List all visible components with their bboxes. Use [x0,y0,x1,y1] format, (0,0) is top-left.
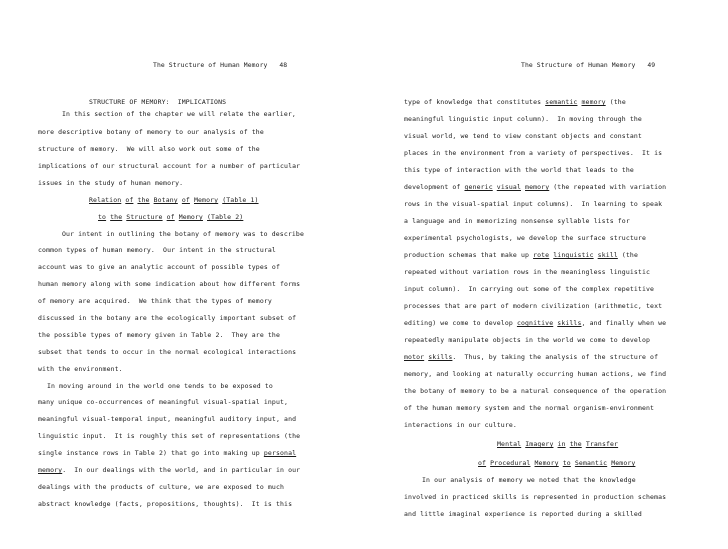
left-text-line [38,365,123,374]
text-run: account was to give an analytic account of possible types of [38,263,280,271]
underlined-text: to [562,459,571,467]
running-head-left: The Structure of Human Memory 48 [153,61,288,69]
text-run: the botany of memory to be a natural consequence of the operation [404,387,667,395]
underlined-text: Imagery [525,440,554,448]
right-text-line [404,98,626,107]
right-text-line [404,353,658,362]
right-text-line [404,217,630,226]
text-run: structure of memory. We will also work out some of the [38,145,260,153]
left-text-line [38,500,292,509]
left-text-line [38,314,296,323]
text-run: and little imaginal experience is reported during a skilled [404,510,642,518]
text-run: . In our dealings with the world, and in particular in our [62,466,301,474]
text-run: Our intent in outlining the botany of memory was to describe [62,230,304,238]
right-text-line [404,149,662,158]
underlined-text: to [98,213,107,221]
underlined-text: of [181,196,190,204]
left-text-line [47,382,273,391]
underlined-text: memory [581,98,606,106]
underlined-text: Procedural [490,459,531,467]
text-run: input column). In carrying out some of the complex repetitive [404,285,655,293]
text-run: meaningful linguistic input column). In moving through the [404,115,642,123]
underlined-text: Memory [611,459,636,467]
text-run: production schemas that make up [404,251,534,259]
right-text-line [404,370,666,379]
underlined-text: the [110,213,123,221]
underlined-text: the [569,440,582,448]
text-run: interactions in our culture. [404,421,517,429]
underlined-text: visual [496,183,521,191]
text-run: abstract knowledge (facts, propositions, thoughts). It is this [38,500,293,508]
right-page-text [364,0,728,549]
underlined-text: skills [428,353,453,361]
text-run: type of knowledge that constitutes [404,98,546,106]
text-run: In our analysis of memory we noted that the knowledge [422,476,636,484]
right-text-line [404,387,666,396]
right-text-line [404,268,650,277]
underlined-text: cognitive [516,319,554,327]
left-text-line [38,398,288,407]
left-text-line [38,466,300,475]
left-text-line [38,331,280,340]
text-run: with the environment. [38,365,123,373]
text-run: human memory along with some indication about how different forms [38,280,301,288]
text-run: discussed in the botany are the ecologically important subset of [38,314,297,322]
left-text-line [38,297,272,306]
text-run: editing) we come to develop [404,319,517,327]
left-text-line [38,415,296,424]
underlined-text: Relation [89,196,122,204]
text-run: development of [404,183,465,191]
underlined-text: rote [533,251,550,259]
underlined-text: Transfer [585,440,619,448]
underlined-text: (Table 2) [207,213,244,221]
left-text-line [38,483,284,492]
underlined-text: linguistic [553,251,594,259]
underlined-text: Memory [534,459,559,467]
text-run: repeatedly manipulate objects in the world we come to develop [404,336,651,344]
right-text-line [404,302,662,311]
text-run: of memory are acquired. We think that the types of memory [38,297,272,305]
text-run: , and finally when we [581,319,667,327]
underlined-text: Memory [178,213,203,221]
text-run: visual world, we tend to view constant objects and constant [404,132,642,140]
left-text-line [62,230,304,239]
underlined-text: in [557,440,566,448]
text-run: subset that tends to occur in the normal ecological interactions [38,348,297,356]
right-text-line [404,132,642,141]
underlined-text: Structure [126,213,163,221]
text-run: implications of our structural account for a number of particular [38,162,301,170]
underlined-text: skill [597,251,618,259]
text-run: experimental psychologists, we develop the surface structure [404,234,646,242]
underlined-text: motor [404,353,425,361]
underlined-text: memory [38,466,63,474]
underlined-text: Botany [153,196,178,204]
text-run: processes that are part of modern civilization (arithmetic, text [404,302,663,310]
right-text-line [404,183,666,192]
underlined-text: Semantic [574,459,608,467]
running-head-right: The Structure of Human Memory 49 [521,61,656,69]
right-text-line [404,285,654,294]
text-run: rows in the visual-spatial input columns). In learning to speak [404,200,663,208]
text-run: of the human memory system and the normal organism-environment [404,404,655,412]
text-run: this type of interaction with the world that leads to the [404,166,634,174]
underlined-text: of [166,213,175,221]
text-run: common types of human memory. Our intent in the structural [38,246,276,254]
right-text-line [422,476,636,485]
right-text-line [404,336,650,345]
right-text-line [404,421,517,430]
underlined-text: Memory [193,196,219,204]
underlined-text: generic [464,183,493,191]
left-text-line [38,179,183,188]
left-text-line [38,280,300,289]
right-text-line [478,459,635,468]
text-run: (the [605,98,626,106]
text-run: issues in the study of human memory. [38,179,184,187]
underlined-text: memory [525,183,550,191]
left-text-line [38,246,276,255]
left-text-line [38,162,300,171]
underlined-text: of [478,459,487,467]
underlined-text: semantic [545,98,578,106]
underlined-text: Mental [497,440,522,448]
right-page [364,0,728,549]
left-text-line [38,263,280,272]
text-run: many unique co-occurrences of meaningful visual-spatial input, [38,398,289,406]
text-run: the possible types of memory given in Table 2. They are the [38,331,280,339]
left-text-line [98,213,243,222]
text-run: In moving around in the world one tends to be exposed to [47,382,273,390]
underlined-text: (Table 1) [222,196,259,204]
text-run: a language and in memorizing nonsense syllable lists for [404,217,630,225]
right-text-line [404,200,662,209]
left-text-line [89,98,226,107]
left-text-line [38,348,296,357]
right-text-line [497,440,618,449]
text-run: dealings with the products of culture, we are exposed to much [38,483,285,491]
left-text-line [38,449,296,458]
left-text-line [38,145,260,154]
text-run: repeated without variation rows in the meaningless linguistic [404,268,651,276]
text-run: meaningful visual-temporal input, meaningful auditory input, and [38,415,297,423]
underlined-text: personal [263,449,297,457]
text-run: linguistic input. It is roughly this set of representations (the [38,432,301,440]
left-text-line [38,432,300,441]
left-text-line [62,110,296,119]
text-run: places in the environment from a variety of perspectives. It is [404,149,663,157]
right-text-line [404,166,634,175]
underlined-text: of [125,196,134,204]
right-text-line [404,251,638,260]
right-text-line [404,493,666,502]
right-text-line [404,319,666,328]
right-text-line [404,510,642,519]
right-text-line [404,404,654,413]
text-run: memory, and looking at naturally occurring human actions, we find [404,370,667,378]
left-text-line [38,128,264,137]
text-run: more descriptive botany of memory to our analysis of the [38,128,264,136]
text-run: In this section of the chapter we will relate the earlier, [62,110,296,118]
text-run: STRUCTURE OF MEMORY: IMPLICATIONS [89,98,227,106]
underlined-text: skills [557,319,582,327]
underlined-text: the [137,196,150,204]
text-run: involved in practiced skills is represented in production schemas [404,493,667,501]
text-run: . Thus, by taking the analysis of the structure of [452,353,659,361]
left-text-line [89,196,259,205]
text-run: (the [617,251,638,259]
right-text-line [404,234,646,243]
text-run: single instance rows in Table 2) that go into making up [38,449,264,457]
right-text-line [404,115,642,124]
text-run: (the repeated with variation [549,183,667,191]
